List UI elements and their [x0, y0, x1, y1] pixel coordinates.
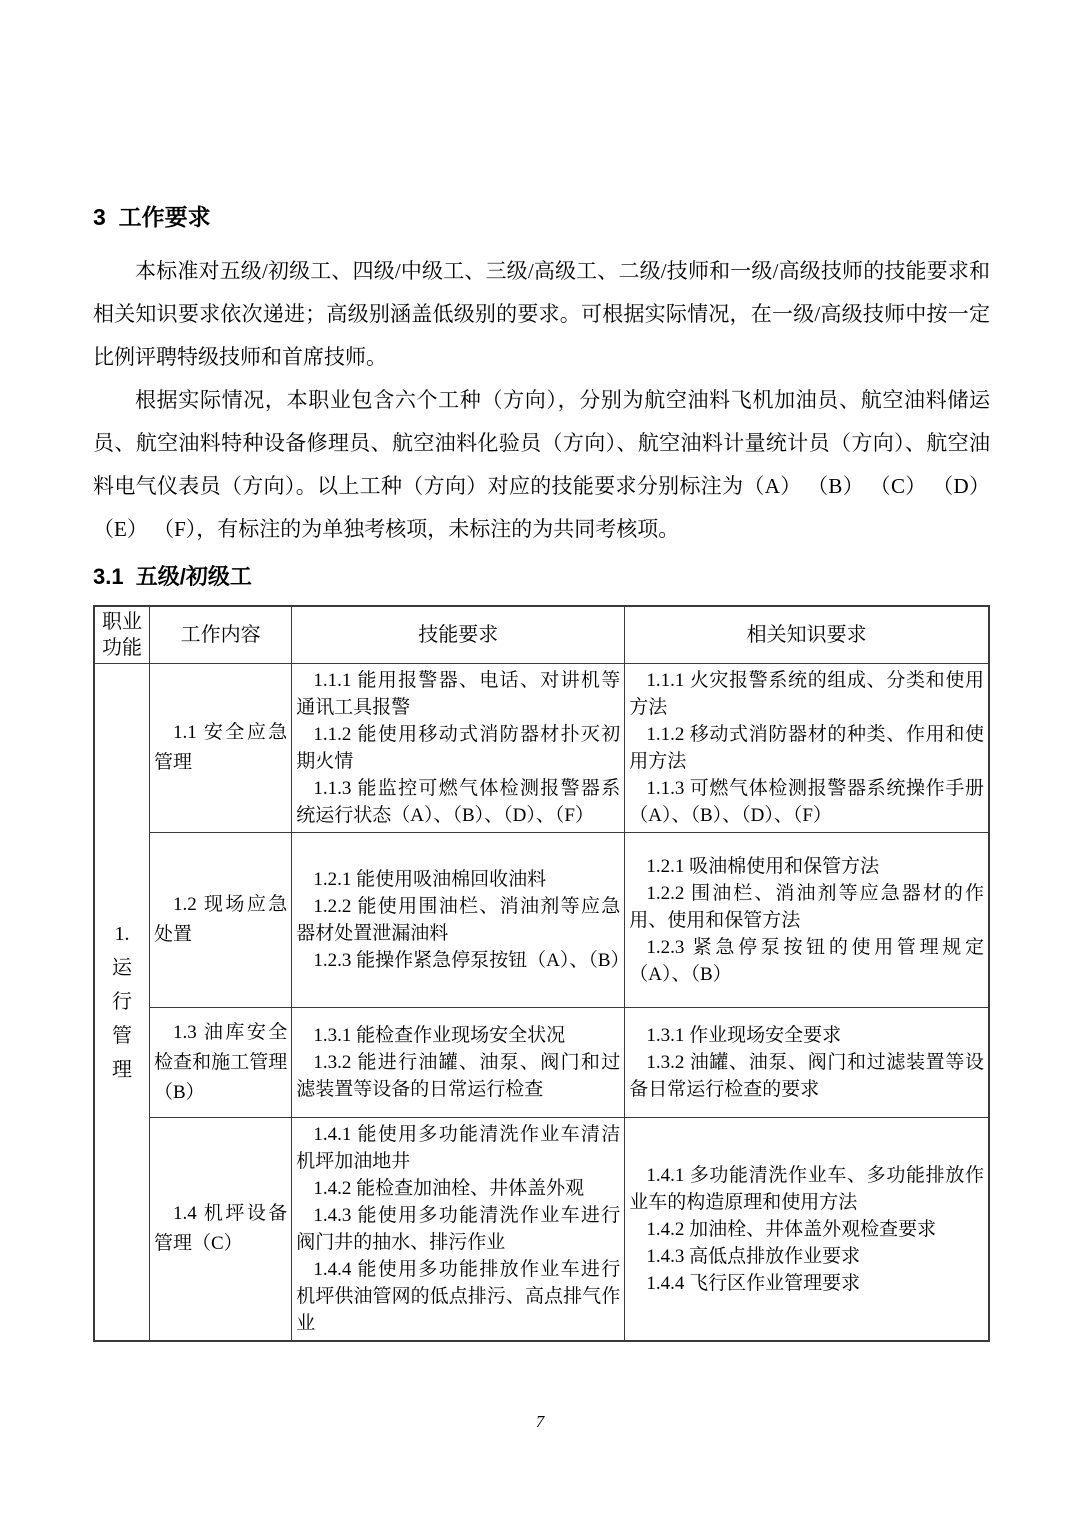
knowledge-item: 1.1.1 火灾报警系统的组成、分类和使用方法	[629, 670, 984, 718]
table-row	[94, 664, 989, 833]
skill-item: 1.1.2 能使用移动式消防器材扑灭初期火情	[296, 724, 621, 772]
knowledge-item: 1.4.2 加油栓、井体盖外观检查要求	[646, 1218, 937, 1240]
function-label-line: 运	[111, 957, 132, 979]
knowledge-item: 1.3.2 油罐、油泵、阀门和过滤装置等设备日常运行检查的要求	[629, 1052, 984, 1100]
skill-item: 1.1.3 能监控可燃气体检测报警器系统运行状态（A）、（B）、（D）、（F）	[296, 778, 621, 826]
skill-item: 1.2.3 能操作紧急停泵按钮（A）、（B）	[313, 950, 630, 971]
requirements-table	[93, 605, 990, 1342]
work-content-cell	[149, 833, 291, 1008]
skill-item: 1.4.4 能使用多功能排放作业车进行机坪供油管网的低点排污、高点排气作业	[296, 1259, 621, 1334]
knowledge-item: 1.1.2 移动式消防器材的种类、作用和使用方法	[629, 724, 984, 772]
function-label-line: 理	[111, 1059, 132, 1081]
work-content-cell	[149, 1008, 291, 1118]
table-header-row	[94, 606, 989, 664]
work-content-text: 1.1 安全应急管理	[153, 722, 288, 773]
paragraph-2: 根据实际情况，本职业包含六个工种（方向），分别为航空油料飞机加油员、航空油料储运员、航空油料特种设备修理员、航空油料化验员（方向）、航空油料计量统计员（方向）、航空油料电气仪表员（方向）。以上工种（方向）对应的技能要求分别标注为（A） （B） （C） （D） （E） （F），有标注的为单独考核项，未标注的为共同考核项。	[93, 388, 990, 541]
subsection-heading: 3.1 五级/初级工	[93, 564, 252, 589]
col-header-knowledge-requirements: 相关知识要求	[625, 606, 989, 664]
col-header-skill-requirements: 技能要求	[292, 606, 625, 664]
skill-item: 1.4.1 能使用多功能清洗作业车清洁机坪加油地井	[296, 1124, 621, 1172]
work-content-text: 1.2 现场应急处置	[153, 894, 288, 945]
occupation-function-cell	[94, 664, 149, 1342]
function-label-line: 1.	[114, 923, 130, 945]
skill-item: 1.4.3 能使用多功能清洗作业车进行阀门井的抽水、排污作业	[296, 1205, 621, 1253]
knowledge-item: 1.3.1 作业现场安全要求	[646, 1025, 842, 1046]
skill-item: 1.2.2 能使用围油栏、消油剂等应急器材处置泄漏油料	[296, 896, 621, 944]
skill-item: 1.1.1 能用报警器、电话、对讲机等通讯工具报警	[296, 670, 621, 718]
col-header-work-content: 工作内容	[149, 606, 291, 664]
page-number: 7	[535, 1412, 545, 1431]
col-header-occupation-function: 职业功能	[94, 606, 149, 664]
skill-item: 1.4.2 能检查加油栓、井体盖外观	[313, 1178, 585, 1199]
knowledge-requirements-cell	[625, 664, 989, 833]
work-content-text: 1.3 油库安全检查和施工管理（B）	[153, 1021, 288, 1103]
work-content-text: 1.4 机坪设备管理（C）	[153, 1203, 288, 1254]
table-row	[94, 833, 989, 1008]
skill-requirements-cell	[292, 1118, 625, 1342]
knowledge-requirements-cell	[625, 1008, 989, 1118]
knowledge-item: 1.2.1 吸油棉使用和保管方法	[646, 855, 880, 877]
skill-requirements-cell	[292, 1008, 625, 1118]
table-row	[94, 1008, 989, 1118]
table-row	[94, 1118, 989, 1342]
paragraph-1: 本标准对五级/初级工、四级/中级工、三级/高级工、二级/技师和一级/高级技师的技能要求和相关知识要求依次递进；高级别涵盖低级别的要求。可根据实际情况，在一级/高级技师中按一定比例评聘特级技师和首席技师。	[93, 259, 990, 369]
skill-item: 1.3.1 能检查作业现场安全状况	[313, 1025, 566, 1046]
function-label-line: 管	[111, 1025, 132, 1047]
knowledge-requirements-cell	[625, 1118, 989, 1342]
work-content-cell	[149, 664, 291, 833]
work-content-cell	[149, 1118, 291, 1342]
knowledge-item: 1.2.2 围油栏、消油剂等应急器材的作用、使用和保管方法	[629, 882, 984, 931]
knowledge-item: 1.2.3 紧急停泵按钮的使用管理规定（A）、（B）	[629, 936, 984, 985]
knowledge-item: 1.4.3 高低点排放作业要求	[646, 1245, 861, 1267]
knowledge-item: 1.4.1 多功能清洗作业车、多功能排放作业车的构造原理和使用方法	[629, 1164, 984, 1213]
skill-item: 1.2.1 能使用吸油棉回收油料	[313, 869, 547, 890]
skill-requirements-cell	[292, 664, 625, 833]
skill-item: 1.3.2 能进行油罐、油泵、阀门和过滤装置等设备的日常运行检查	[296, 1052, 621, 1100]
function-label-line: 行	[111, 991, 132, 1013]
knowledge-requirements-cell	[625, 833, 989, 1008]
knowledge-item: 1.1.3 可燃气体检测报警器系统操作手册（A）、（B）、（D）、（F）	[629, 778, 984, 826]
section-heading: 3 工作要求	[93, 204, 211, 230]
knowledge-item: 1.4.4 飞行区作业管理要求	[646, 1272, 861, 1294]
skill-requirements-cell	[292, 833, 630, 1008]
